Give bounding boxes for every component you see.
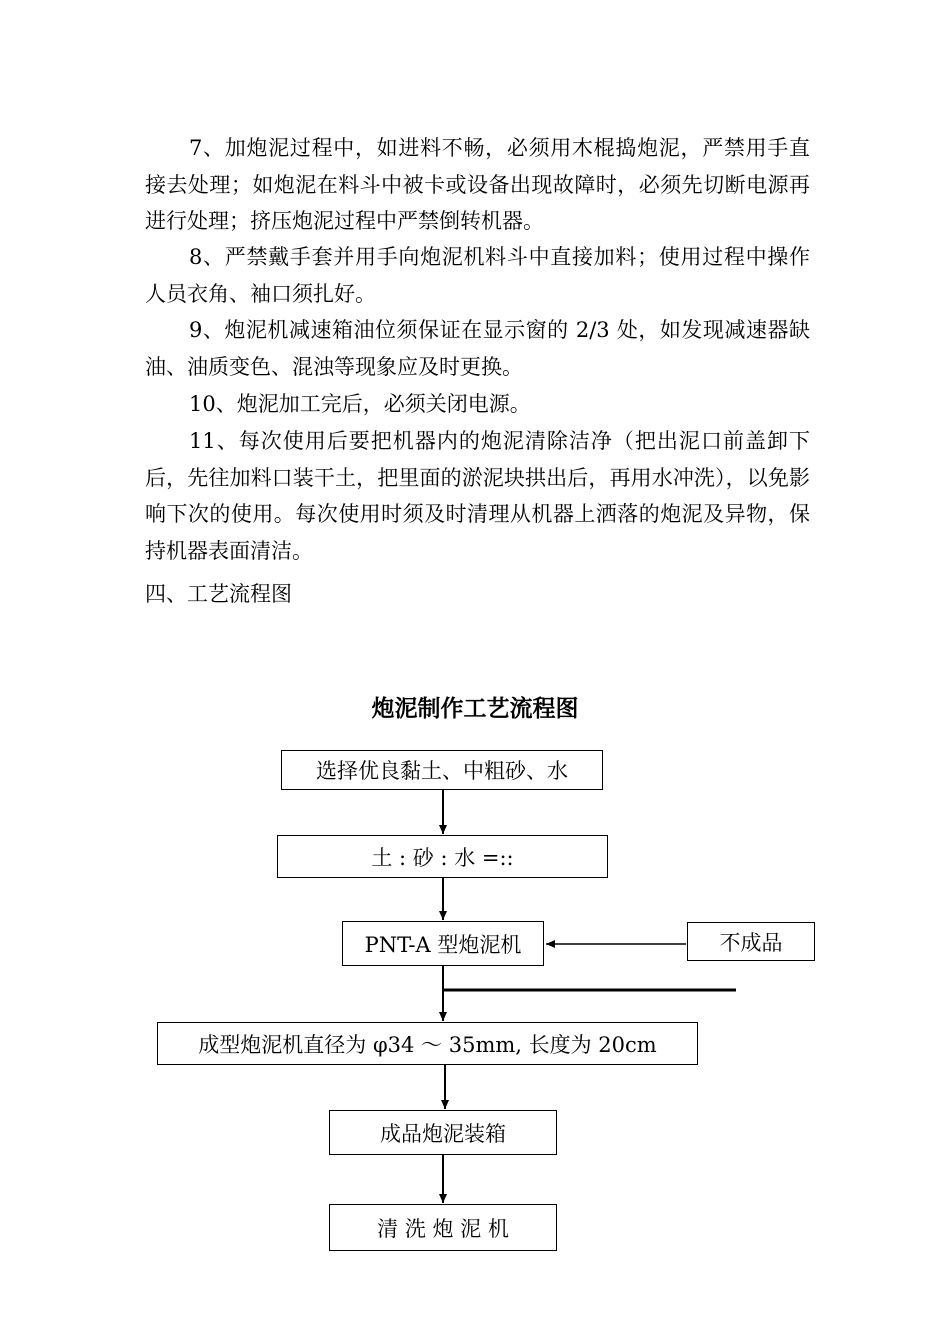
step-machine: PNT-A 型炮泥机 — [342, 921, 544, 966]
step-select-materials: 选择优良黏土、中粗砂、水 — [281, 750, 603, 790]
paragraph-7: 7、加炮泥过程中，如进料不畅，必须用木棍捣炮泥，严禁用手直接去处理；如炮泥在料斗中被卡或设备出现故障时，必须先切断电源再进行处理；挤压炮泥过程中严禁倒转机器。 — [145, 136, 810, 233]
section-heading: 四、工艺流程图 — [145, 582, 292, 606]
flowchart-title: 炮泥制作工艺流程图 — [371, 695, 579, 722]
paragraph-10: 10、炮泥加工完后，必须关闭电源。 — [189, 392, 531, 416]
step-packing: 成品炮泥装箱 — [329, 1110, 557, 1155]
step-cleaning: 清 洗 炮 泥 机 — [329, 1204, 557, 1251]
step-spec: 成型炮泥机直径为 φ34 ～ 35mm, 长度为 20cm — [157, 1022, 698, 1065]
paragraph-11: 11、每次使用后要把机器内的炮泥清除洁净（把出泥口前盖卸下后，先往加料口装干土，把里面的淤泥块拱出后，再用水冲洗），以免影响下次的使用。每次使用时须及时清理从机器上洒落的炮泥及异物，保持机器表面清洁。 — [145, 429, 810, 563]
paragraph-9: 9、炮泥机减速箱油位须保证在显示窗的 2/3 处，如发现减速器缺油、油质变色、混浊等现象应及时更换。 — [145, 318, 810, 379]
paragraph-8: 8、严禁戴手套并用手向炮泥机料斗中直接加料；使用过程中操作人员衣角、袖口须扎好。 — [145, 245, 810, 306]
step-ratio: 土 : 砂 : 水 =:: — [277, 835, 608, 878]
step-defective: 不成品 — [687, 922, 815, 961]
